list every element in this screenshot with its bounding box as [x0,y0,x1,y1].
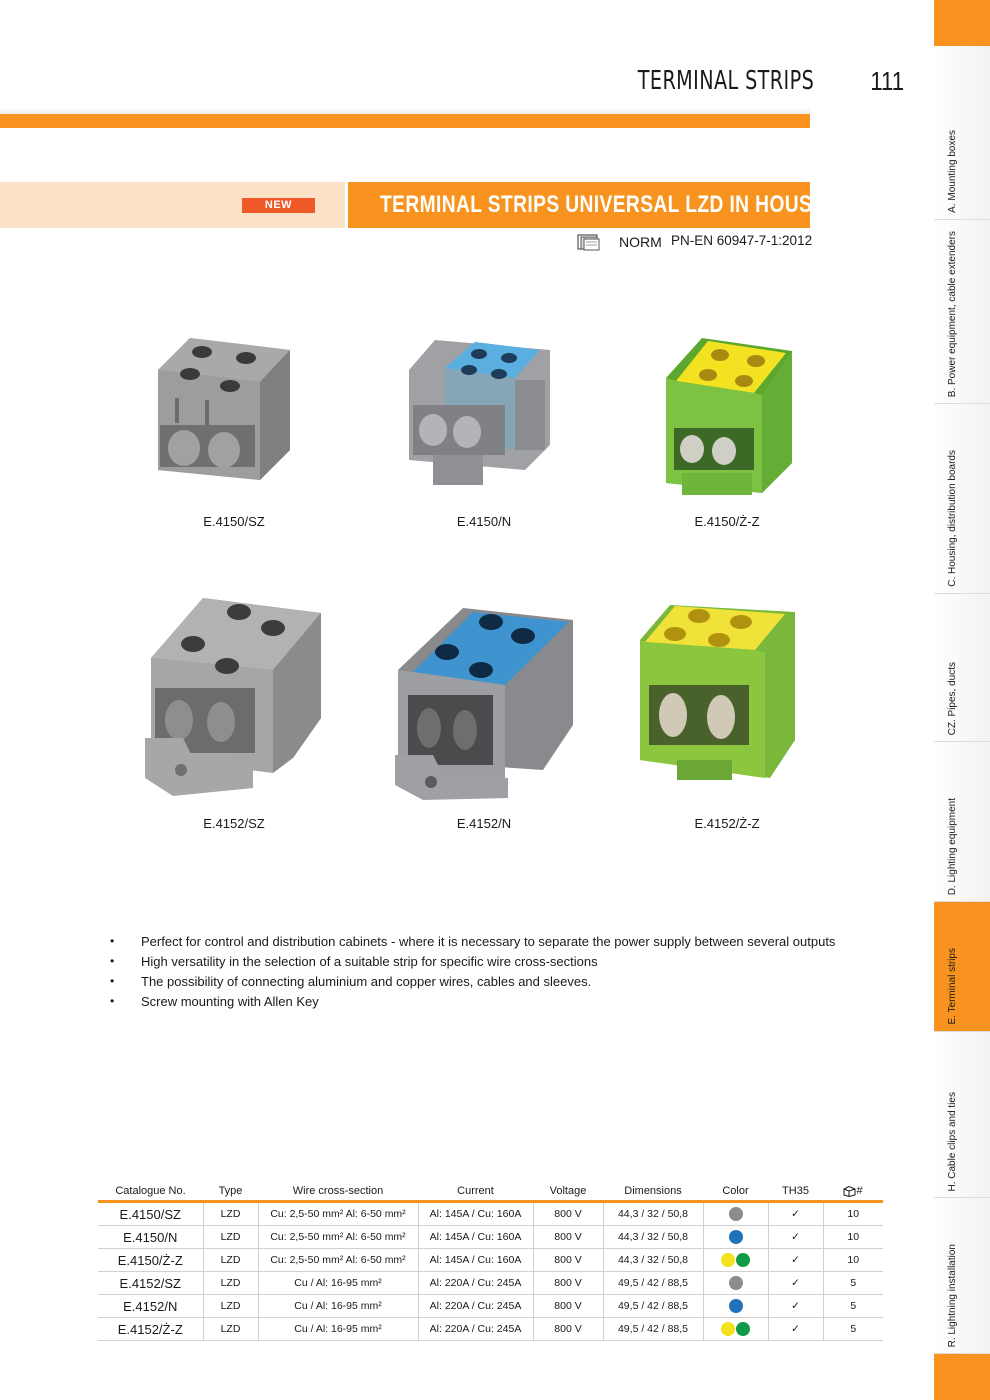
cell-type: LZD [203,1272,258,1295]
sidebar-bottom-block [934,1354,990,1400]
sidebar-tab[interactable] [934,46,990,220]
sidebar-tab[interactable] [934,220,990,404]
cell-th35: ✓ [768,1226,823,1249]
product-caption: E.4150/Ż-Z [694,514,760,529]
banner-title: TERMINAL STRIPS UNIVERSAL LZD IN HOUSING [380,191,848,218]
col-header-current: Current [418,1182,533,1202]
color-dot [721,1322,735,1336]
cell-dims: 44,3 / 32 / 50,8 [603,1226,703,1249]
table-row [98,1272,883,1295]
sidebar-tab-label: C. Housing, distribution boards [947,450,958,587]
cell-th35: ✓ [768,1272,823,1295]
cell-voltage: 800 V [533,1202,603,1226]
cell-qty: 5 [823,1318,883,1341]
feature-item: • Perfect for control and distribution cabinets - where it is necessary to separate the power supply between several outputs [110,934,836,949]
cell-th35: ✓ [768,1249,823,1272]
feature-item: • The possibility of connecting aluminium and copper wires, cables and sleeves. [110,974,592,989]
product-caption: E.4152/N [456,816,512,831]
sidebar-top-block [934,0,990,46]
product-image-e4150-n [405,330,555,495]
cell-colors [703,1226,768,1249]
table-header-row [98,1182,883,1202]
sidebar-tab[interactable] [934,594,990,742]
product-image-e4152-n [393,600,588,800]
cell-colors [703,1249,768,1272]
table-row [98,1295,883,1318]
cell-wire: Cu: 2,5-50 mm² Al: 6-50 mm² [258,1226,418,1249]
cell-qty: 10 [823,1202,883,1226]
cell-cat: E.4150/SZ [98,1202,203,1226]
cell-colors [703,1318,768,1341]
sidebar-tab[interactable] [934,1198,990,1354]
cell-qty: 5 [823,1295,883,1318]
sidebar-tab-label: CZ. Pipes, ducts [947,661,958,735]
sidebar-tab[interactable] [934,404,990,594]
product-image-e4152-sz [143,588,333,798]
table-row [98,1318,883,1341]
spec-table [98,1182,883,1341]
cell-colors [703,1272,768,1295]
feature-list [110,934,840,1014]
sidebar-tab-label: R. Lightning installation [947,1243,958,1347]
package-box-icon [843,1185,856,1197]
color-dot [729,1230,743,1244]
cell-qty: 10 [823,1249,883,1272]
cell-wire: Cu / Al: 16-95 mm² [258,1272,418,1295]
cell-cat: E.4152/N [98,1295,203,1318]
product-image-e4150-z-z [662,333,797,503]
cell-wire: Cu / Al: 16-95 mm² [258,1318,418,1341]
cell-wire: Cu: 2,5-50 mm² Al: 6-50 mm² [258,1202,418,1226]
col-header-color: Color [703,1182,768,1202]
page-number: 111 [870,66,904,96]
cell-voltage: 800 V [533,1318,603,1341]
cell-voltage: 800 V [533,1295,603,1318]
col-header-th35: TH35 [768,1182,823,1202]
cell-type: LZD [203,1318,258,1341]
sidebar-tab[interactable] [934,1032,990,1198]
norm-standard: PN-EN 60947-7-1:2012 [671,233,813,248]
cell-type: LZD [203,1202,258,1226]
sidebar-tab-label: E. Terminal strips [947,948,958,1025]
sidebar-tab-label: A. Mounting boxes [947,130,958,213]
norm-book-icon [577,233,601,251]
cell-current: Al: 220A / Cu: 245A [418,1318,533,1341]
col-header-catalogue: Catalogue No. [98,1182,203,1202]
product-caption: E.4150/SZ [203,514,265,529]
col-header-dimensions: Dimensions [603,1182,703,1202]
product-caption: E.4152/Ż-Z [694,816,760,831]
sidebar-tab[interactable] [934,902,990,1032]
table-row [98,1202,883,1226]
cell-current: Al: 145A / Cu: 160A [418,1202,533,1226]
color-dot [729,1276,743,1290]
cell-cat: E.4152/Ż-Z [98,1318,203,1341]
product-caption: E.4150/N [456,514,512,529]
cell-voltage: 800 V [533,1272,603,1295]
cell-th35: ✓ [768,1295,823,1318]
table-row [98,1226,883,1249]
color-dot [736,1322,750,1336]
cell-colors [703,1202,768,1226]
cell-dims: 49,5 / 42 / 88,5 [603,1272,703,1295]
cell-th35: ✓ [768,1202,823,1226]
color-dot [721,1253,735,1267]
cell-current: Al: 220A / Cu: 245A [418,1272,533,1295]
sidebar-tab-label: H. Cable clips and ties [947,1091,958,1191]
feature-item: • High versatility in the selection of a suitable strip for specific wire cross-sections [110,954,598,969]
table-row [98,1249,883,1272]
product-image-e4150-sz [150,330,300,500]
product-caption: E.4152/SZ [203,816,265,831]
sidebar-tab[interactable] [934,742,990,902]
new-badge: NEW [242,198,315,213]
color-dot [729,1299,743,1313]
cell-dims: 49,5 / 42 / 88,5 [603,1318,703,1341]
color-dot [729,1207,743,1221]
product-image-e4152-z-z [635,600,800,785]
cell-type: LZD [203,1295,258,1318]
cell-wire: Cu: 2,5-50 mm² Al: 6-50 mm² [258,1249,418,1272]
cell-current: Al: 220A / Cu: 245A [418,1295,533,1318]
col-header-voltage: Voltage [533,1182,603,1202]
section-title: TERMINAL STRIPS [637,66,815,96]
cell-current: Al: 145A / Cu: 160A [418,1249,533,1272]
norm-label: NORM [619,234,662,250]
cell-dims: 49,5 / 42 / 88,5 [603,1295,703,1318]
cell-type: LZD [203,1249,258,1272]
col-header-wire: Wire cross-section [258,1182,418,1202]
cell-cat: E.4152/SZ [98,1272,203,1295]
cell-cat: E.4150/N [98,1226,203,1249]
color-dot [736,1253,750,1267]
sidebar-tab-label: B. Power equipment, cable extenders [947,230,958,397]
cell-qty: 5 [823,1272,883,1295]
cell-voltage: 800 V [533,1249,603,1272]
cell-wire: Cu / Al: 16-95 mm² [258,1295,418,1318]
feature-item: • Screw mounting with Allen Key [110,994,319,1009]
cell-th35: ✓ [768,1318,823,1341]
cell-qty: 10 [823,1226,883,1249]
cell-dims: 44,3 / 32 / 50,8 [603,1202,703,1226]
cell-current: Al: 145A / Cu: 160A [418,1226,533,1249]
cell-type: LZD [203,1226,258,1249]
header-accent-bar [0,114,810,128]
cell-colors [703,1295,768,1318]
col-header-package: # [823,1182,883,1202]
col-header-type: Type [203,1182,258,1202]
cell-cat: E.4150/Ż-Z [98,1249,203,1272]
cell-voltage: 800 V [533,1226,603,1249]
cell-dims: 44,3 / 32 / 50,8 [603,1249,703,1272]
sidebar-tab-label: D. Lighting equipment [947,797,958,895]
